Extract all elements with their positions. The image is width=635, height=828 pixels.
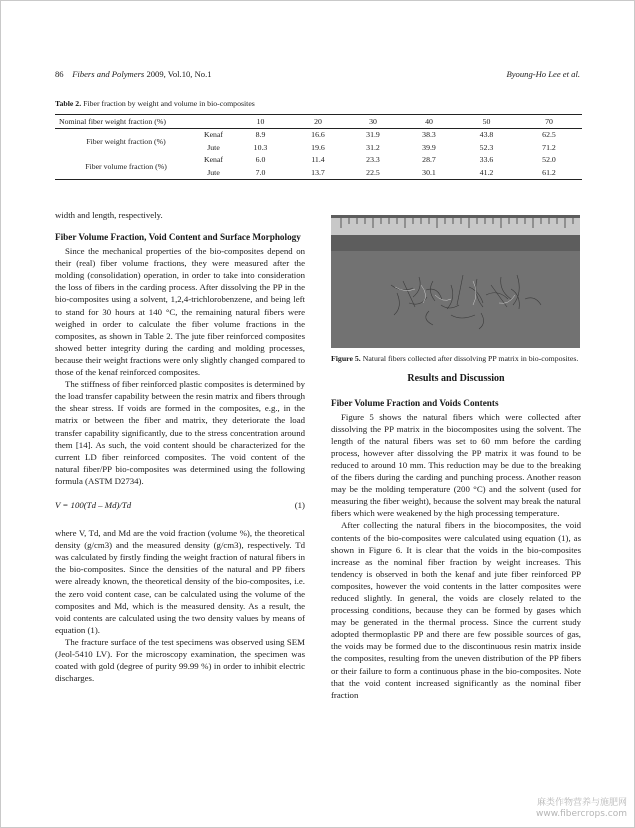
equation-number: (1) <box>294 499 305 510</box>
fiber-fraction-table <box>55 114 582 180</box>
table-header-label: Nominal fiber weight fraction (%) <box>59 116 166 126</box>
table-cell: 39.9 <box>422 142 436 152</box>
table-cell: 28.7 <box>422 155 436 165</box>
ruler-graphic <box>331 218 580 235</box>
figure-caption-label: Figure 5. <box>331 354 361 363</box>
row-group-label: Fiber weight fraction (%) <box>86 136 166 146</box>
paragraph: where V, Td, and Md are the void fraction (volume %), the theoretical density (g/cm3) and the measured density (g/cm3), respectively. Td was calculated by firstly finding the weight fraction of natural fibers in the bio-composites. Since the densities of the natural and PP fibers were already known, the theoretical density of the bio-composites, i.e. the zero void content case, can be calculated using the volume of the composites and Md, which is the measured density. As a result, the void contents are calculated using the two density values by means of equation (1). <box>55 528 305 635</box>
table-cell: 8.9 <box>255 130 266 140</box>
header-left <box>55 69 212 79</box>
page-number: 86 <box>55 69 64 79</box>
table-caption <box>55 99 255 108</box>
table-cell: 23.3 <box>366 155 380 165</box>
watermark <box>536 798 627 820</box>
header-authors: Byoung-Ho Lee et al. <box>506 69 580 79</box>
paragraph: The stiffness of fiber reinforced plastic composites is determined by the load transfer capability between the resin matrix and fibers through the shear stress. If voids are formed in the composites, e.g., in the matrix or between the fiber and matrix, they deteriorate the load transfer capability significantly, due to the stress concentration around them [14]. As such, the void content should be characterized for the current LD fiber reinforced composites. The void content of the natural fiber/PP bio-composites was determined using the following formula (ASTM D2734). <box>55 379 305 486</box>
paragraph: Figure 5 shows the natural fibers which were collected after dissolving the PP matrix in the biocomposites using the solvent. The length of the natural fibers was set to 60 mm before the carding process, however after dissolving the PP matrix it was found to be reduced to around 10 mm. This reduction may be due to the breaking of the fibers during the carding and punching process. Another reason may be the molding temperature (200 °C) and the solvent (used for measuring the fiber weight), because the solvent may break the natural fibers which were weakened by the high processing temperature. <box>331 411 581 519</box>
table-caption-label: Table 2. <box>55 99 82 108</box>
table-column-header: 40 <box>425 116 433 126</box>
journal-volume: 2009, Vol.10, No.1 <box>146 69 212 79</box>
table-cell: 19.6 <box>311 142 325 152</box>
table-cell: 61.2 <box>542 167 556 177</box>
table-header-row <box>55 115 582 129</box>
table-cell: 22.5 <box>366 167 380 177</box>
table-cell: 16.6 <box>311 130 325 140</box>
fiber-type: Jute <box>207 167 220 177</box>
equation <box>55 499 305 511</box>
table-cell: 38.3 <box>422 130 436 140</box>
table-cell: 62.5 <box>542 130 556 140</box>
table-cell: 11.4 <box>311 155 325 165</box>
table-cell: 31.9 <box>366 130 380 140</box>
table-column-header: 70 <box>545 116 553 126</box>
figure-5-photo <box>331 215 580 348</box>
right-column <box>331 211 581 701</box>
table-caption-text: Fiber fraction by weight and volume in bio-composites <box>83 99 255 108</box>
fiber-type: Jute <box>207 142 220 152</box>
watermark-line: 麻类作物营养与施肥网 <box>536 798 627 808</box>
table-row <box>55 128 582 141</box>
table-row <box>55 154 582 167</box>
fiber-type: Kenaf <box>203 155 224 165</box>
table-cell: 52.3 <box>479 142 494 152</box>
table-cell: 6.0 <box>255 155 266 165</box>
row-group-label: Fiber volume fraction (%) <box>85 161 167 171</box>
equation-formula: V = 100(Td – Md)/Td <box>55 499 132 510</box>
table-cell: 31.2 <box>366 142 380 152</box>
section-heading: Fiber Volume Fraction, Void Content and Surface Morphology <box>55 232 301 243</box>
table-cell: 30.1 <box>422 167 436 177</box>
paragraph: width and length, respectively. <box>55 210 163 220</box>
table-cell: 43.8 <box>479 130 494 140</box>
table-column-header: 30 <box>369 116 377 126</box>
table-column-header: 20 <box>314 116 322 126</box>
table-column-header: 10 <box>256 116 265 126</box>
subsection-heading: Fiber Volume Fraction and Voids Contents <box>331 397 499 408</box>
figure-caption <box>331 354 581 365</box>
paragraph: Since the mechanical properties of the bio-composites depend on their (real) fiber volume fractions, they were measured after the molding (consolidation) operation, in order to take into consideration the loss of fibers in the carding process. After dissolving the PP in the bio-composites using a solvent, 1,2,4-trichlorobenzene, and being left to stand for 30 hours at 140 °C, the remaining natural fibers were weighed in order to calculate the fiber volume fractions in the composites, as shown in Table 2. The jute fiber reinforced composites showed better integrity during the carding and molding processes, because their weight fractions were only slightly changed compared to those of the kenaf reinforced composites. <box>55 246 305 378</box>
watermark-line: www.fibercrops.com <box>536 809 627 819</box>
table-cell: 33.6 <box>479 155 494 165</box>
table-column-header: 50 <box>482 116 491 126</box>
fiber-type: Kenaf <box>203 130 224 140</box>
fibers-photo-graphic <box>331 215 580 348</box>
table-cell: 13.7 <box>311 167 325 177</box>
table-cell: 71.2 <box>542 142 556 152</box>
left-column <box>55 209 305 684</box>
table-cell: 52.0 <box>542 155 556 165</box>
table-cell: 10.3 <box>253 142 268 152</box>
table-cell: 7.0 <box>255 167 266 177</box>
section-title: Results and Discussion <box>407 372 505 384</box>
journal-name: Fibers and Polymers <box>72 69 145 79</box>
paragraph: The fracture surface of the test specimens was observed using SEM (Jeol-5410 LV). For the microscopy examination, the specimen was coated with gold (degree of purity 99.99 %) in order to inhibit electric discharges. <box>55 636 305 684</box>
table-cell: 41.2 <box>479 167 494 177</box>
figure-caption-text: Natural fibers collected after dissolving PP matrix in bio-composites. <box>362 354 579 363</box>
paragraph: After collecting the natural fibers in the biocomposites, the void contents of the bio-composites were calculated using equation (1), as shown in Figure 6. It is clear that the voids in the bio-composites increase as the nominal fiber fraction by weight increases. This tendency is observed in both the kenaf and jute fiber reinforced PP composites, however the void contents in the latter composites were reduced slightly. In general, the voids are closely related to the processing conditions, because they can be formed by gases which may be generated in the thermal process. Since the current study adopted thermoplastic PP and there are few possible sources of gas, the voids may be formed due to the discontinuous resin matrix inside the composites, resulting from the uneven distribution of the PP fibers or their failure to form a continuous phase in the bio-composites. Note that the void content increased significantly as the nominal fiber fraction <box>331 520 581 700</box>
